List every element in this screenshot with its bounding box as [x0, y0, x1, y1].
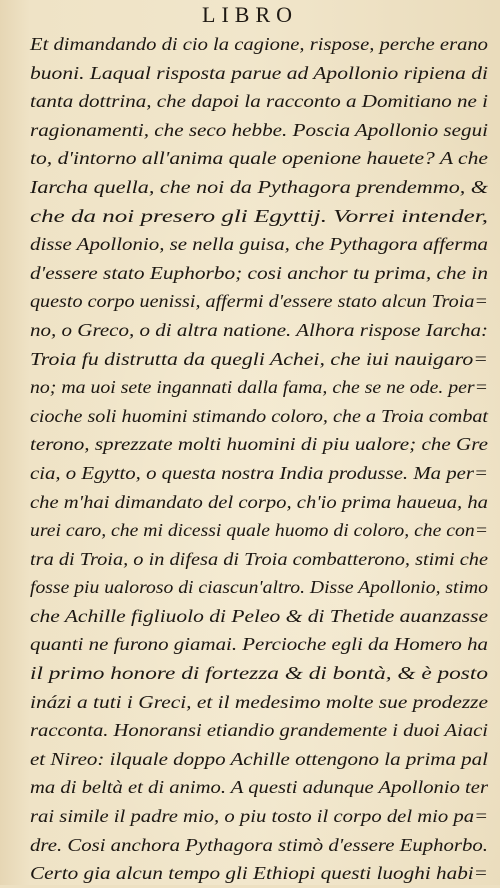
text-line: cioche soli huomini stimando coloro, che a Troia combat — [30, 405, 489, 426]
text-line: cia, o Egytto, o questa nostra India produsse. Ma per= — [30, 462, 489, 483]
text-line: fosse piu ualoroso di ciascun'altro. Disse Apollonio, stimo — [30, 577, 488, 598]
text-line: tra di Troia, o in difesa di Troia combatterono, stimi che — [30, 548, 489, 569]
text-line: terono, sprezzate molti huomini di piu ualore; che Gre — [30, 434, 489, 455]
text-line: inázi a tuti i Greci, et il medesimo molte sue prodezze — [30, 691, 488, 712]
text-line: buoni. Laqual risposta parue ad Apollonio ripiena di — [30, 62, 489, 83]
text-line: to, d'intorno all'anima quale openione hauete? A che — [30, 148, 488, 169]
text-line: Et dimandando di cio la cagione, rispose, perche erano — [30, 34, 488, 54]
text-line: et Nireo: ilquale doppo Achille ottengono la prima pal — [30, 748, 488, 769]
text-line: tanta dottrina, che dapoi la racconto a Domitiano ne i — [30, 91, 488, 112]
text-line: quanti ne furono giamai. Percioche egli da Homero ha — [30, 634, 488, 655]
text-line: che m'hai dimandato del corpo, ch'io prima haueua, ha — [30, 491, 488, 512]
text-line: Troia fu distrutta da quegli Achei, che iui nauigaro= — [30, 348, 488, 369]
text-line: ragionamenti, che seco hebbe. Poscia Apollonio segui — [30, 119, 488, 140]
text-line: che Achille figliuolo di Peleo & di Thetide auanzasse — [30, 605, 489, 626]
text-line: no; ma uoi sete ingannati dalla fama, che se ne ode. per= — [30, 377, 489, 398]
text-line: racconta. Honoransi etiandio grandemente i duoi Aiaci — [30, 720, 489, 741]
text-line: no, o Greco, o di altra natione. Alhora rispose Iarcha: — [30, 319, 489, 340]
running-head: LIBRO — [202, 2, 298, 27]
text-line: urei caro, che mi dicessi quale huomo di coloro, che con= — [30, 520, 488, 541]
text-block — [30, 30, 490, 888]
text-line: il primo honore di fortezza & di bontà, & è posto — [30, 663, 488, 684]
text-line: disse Apollonio, se nella guisa, che Pythagora afferma — [30, 234, 489, 255]
text-line: Certo gia alcun tempo gli Ethiopi questi luoghi habi= — [30, 863, 488, 884]
text-line: ma di beltà et di animo. A questi adunque Apollonio ter — [30, 777, 488, 798]
text-line: d'essere stato Euphorbo; cosi anchor tu prima, che in — [30, 262, 489, 283]
text-line: rai simile il padre mio, o piu tosto il corpo del mio pa= — [30, 806, 489, 827]
text-line: dre. Cosi anchora Pythagora stimò d'essere Euphorbo. — [30, 834, 489, 855]
text-line: questo corpo uenissi, affermi d'essere stato alcun Troia= — [30, 291, 488, 312]
text-line: Iarcha quella, che noi da Pythagora prendemmo, & — [30, 176, 489, 197]
text-line: che da noi presero gli Egyttij. Vorrei intender, — [30, 205, 489, 226]
